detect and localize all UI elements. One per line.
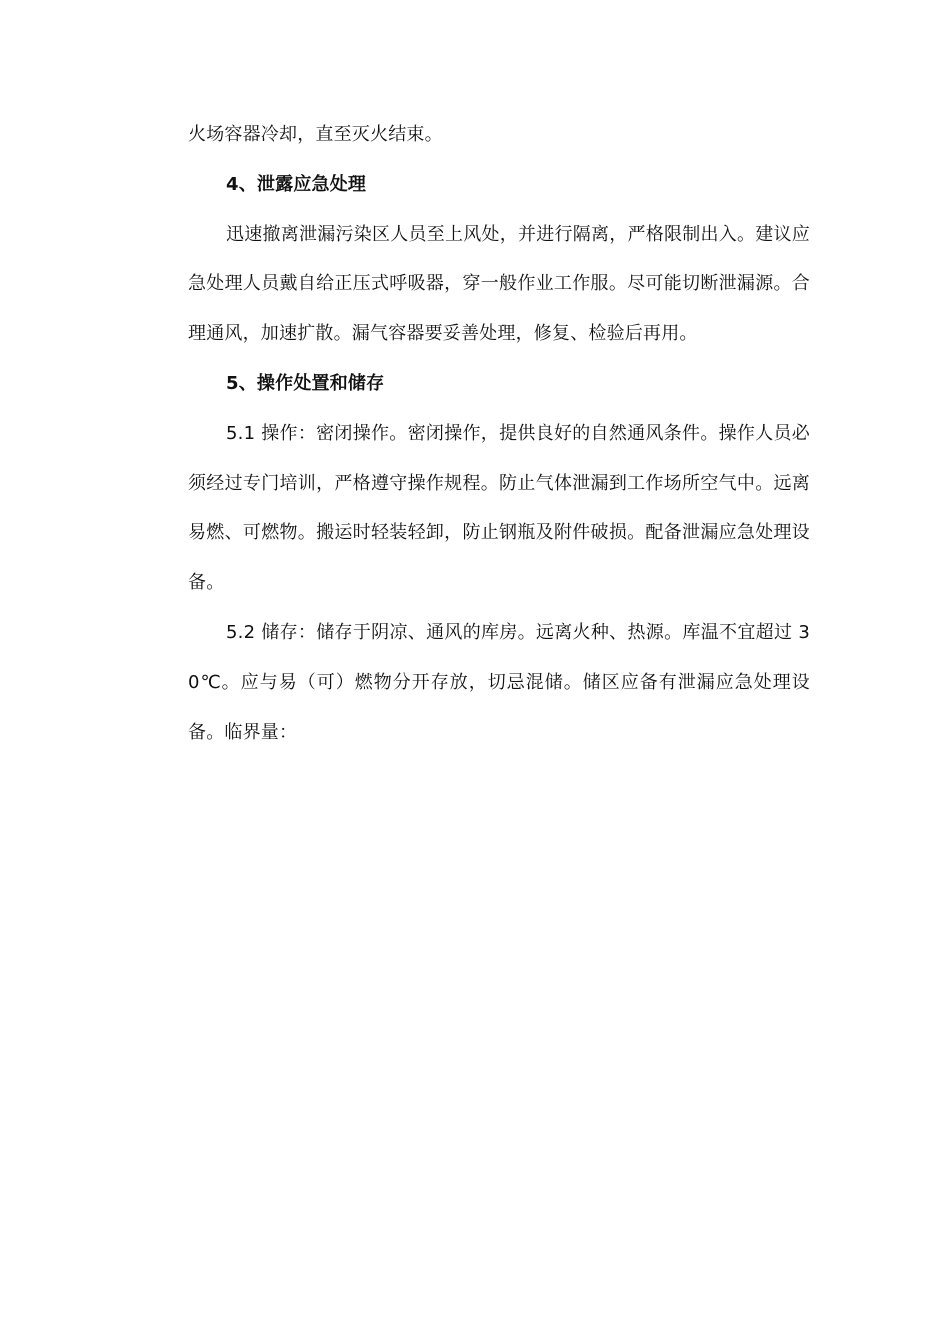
paragraph-operation: 5.1 操作：密闭操作。密闭操作，提供良好的自然通风条件。操作人员必须经过专门培训，严格遵守操作规程。防止气体泄漏到工作场所空气中。远离易燃、可燃物。搬运时轻装轻卸，防止钢瓶及附件破损。配备泄漏应急处理设备。 <box>188 422 810 594</box>
heading-leak-emergency: 4、泄露应急处理 <box>226 173 367 195</box>
heading-operation-storage: 5、操作处置和储存 <box>226 372 385 394</box>
paragraph-fire-cooling: 火场容器冷却，直至灭火结束。 <box>188 124 443 145</box>
paragraph-leak-emergency: 迅速撤离泄漏污染区人员至上风处，并进行隔离，严格限制出入。建议应急处理人员戴自给正压式呼吸器，穿一般作业工作服。尽可能切断泄漏源。合理通风，加速扩散。漏气容器要妥善处理，修复、检验后再用。 <box>188 223 810 345</box>
document-body <box>188 110 810 757</box>
paragraph-storage: 5.2 储存：储存于阴凉、通风的库房。远离火种、热源。库温不宜超过 30℃。应与易（可）燃物分开存放，切忌混储。储区应备有泄漏应急处理设备。临界量： <box>188 621 810 743</box>
